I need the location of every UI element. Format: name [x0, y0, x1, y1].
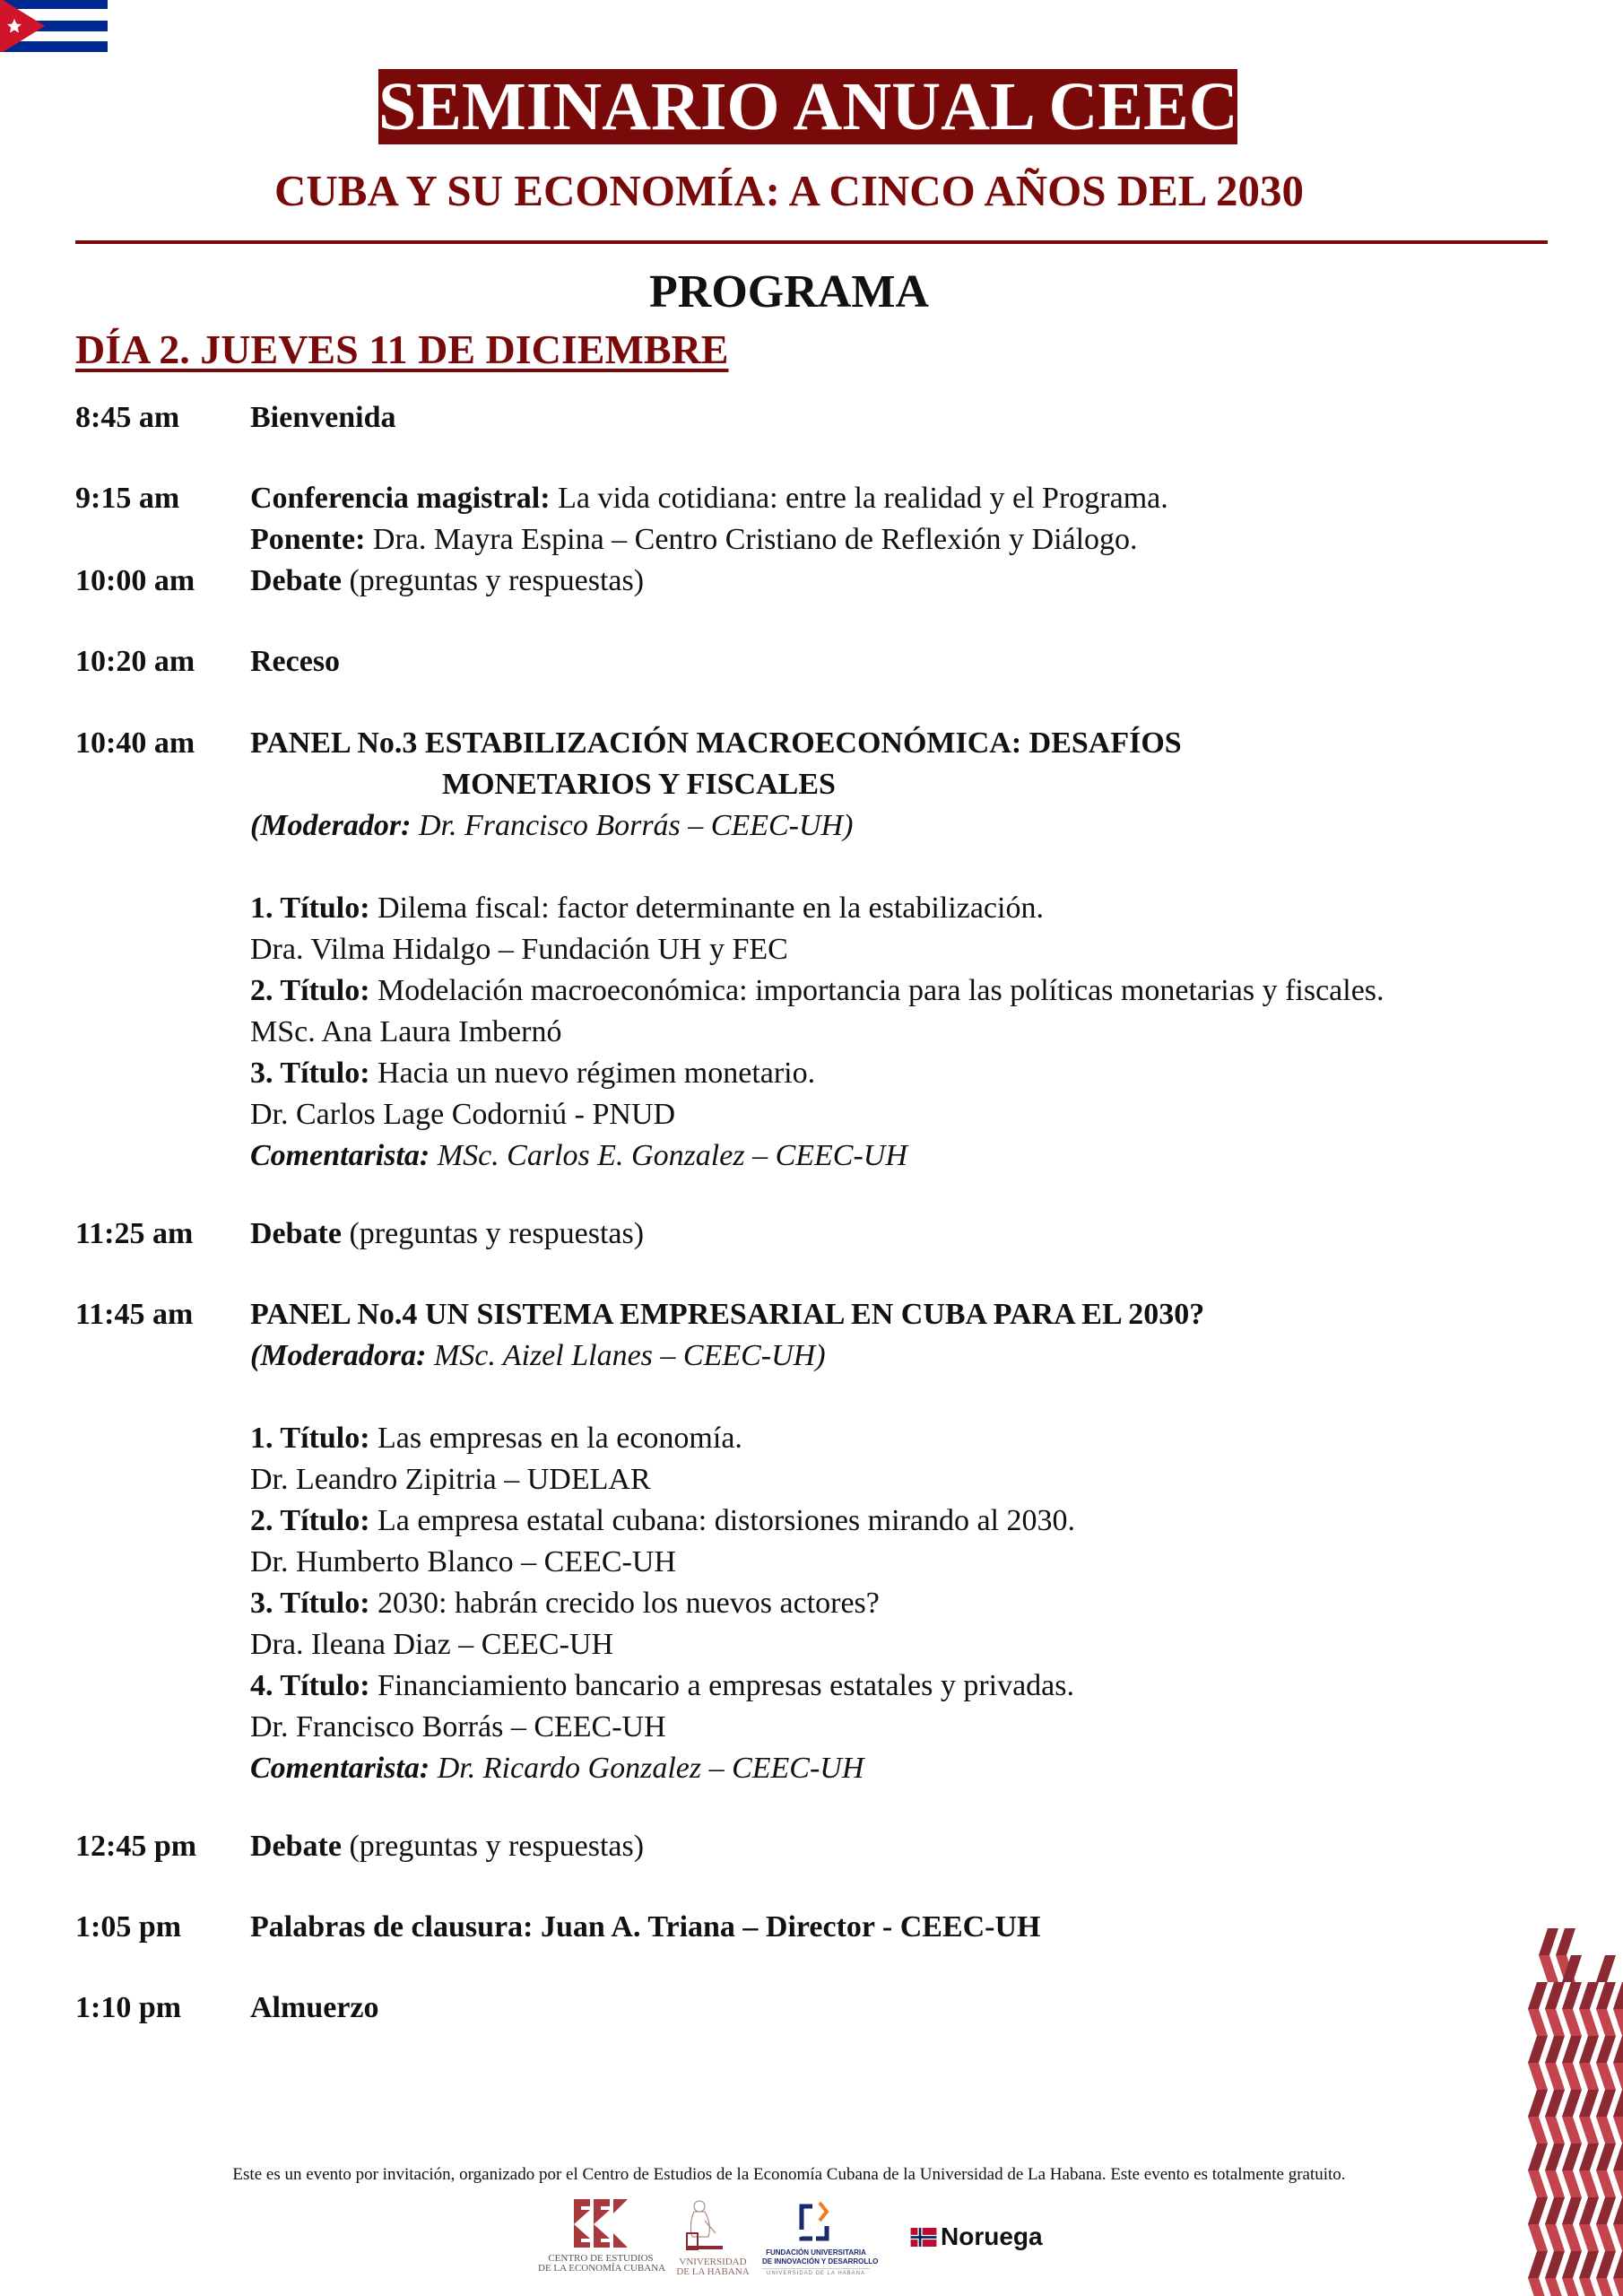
zigzag-segment	[1596, 2170, 1616, 2197]
zigzag-segment	[1562, 2117, 1582, 2144]
zigzag-segment	[1596, 2036, 1616, 2063]
fundacion-logo-line2: DE INNOVACIÓN Y DESARROLLO	[762, 2257, 879, 2266]
zigzag-segment	[1528, 2009, 1548, 2036]
zigzag-segment	[1562, 2009, 1582, 2036]
zigzag-segment	[1613, 2036, 1623, 2063]
zigzag-segment	[1596, 2144, 1616, 2170]
zigzag-segment	[1613, 2063, 1623, 2090]
ceec-logo-line1: CENTRO DE ESTUDIOS	[548, 2253, 654, 2264]
zigzag-segment	[1528, 1982, 1548, 2009]
moderator-name: MSc. Aizel Llanes – CEEC-UH)	[426, 1339, 826, 1372]
zigzag-segment	[1596, 2224, 1616, 2251]
zigzag-segment	[1613, 2224, 1623, 2251]
closing-remarks: Palabras de clausura: Juan A. Triana – Director - CEEC-UH	[250, 1910, 1041, 1944]
talk-label: 3. Título:	[250, 1057, 370, 1090]
zigzag-segment	[1539, 1955, 1558, 1982]
zigzag-segment	[1562, 2197, 1582, 2224]
talk-speaker: Dr. Francisco Borrás – CEEC-UH	[250, 1710, 666, 1744]
zigzag-segment	[1579, 2117, 1599, 2144]
schedule-activity: Receso	[250, 645, 341, 678]
schedule-time: 11:45 am	[75, 1298, 194, 1331]
talk-label: 2. Título:	[250, 974, 370, 1007]
talk-label: 1. Título:	[250, 891, 370, 925]
zigzag-segment	[1528, 2063, 1548, 2090]
zigzag-segment	[1562, 2090, 1582, 2117]
section-heading: PROGRAMA	[649, 266, 929, 317]
zigzag-segment	[1528, 2197, 1548, 2224]
zigzag-segment	[1528, 2251, 1548, 2278]
zigzag-segment	[1545, 2278, 1565, 2296]
activity-label: Conferencia magistral:	[250, 482, 551, 515]
zigzag-segment	[1528, 2170, 1548, 2197]
schedule-activity: Almuerzo	[250, 1991, 379, 2024]
noruega-label: Noruega	[941, 2222, 1043, 2250]
zigzag-segment	[1613, 2251, 1623, 2278]
talk-title: Hacia un nuevo régimen monetario.	[369, 1057, 816, 1090]
zigzag-segment	[1579, 2170, 1599, 2197]
zigzag-segment	[1545, 2224, 1565, 2251]
zigzag-segment	[1579, 2197, 1599, 2224]
zigzag-segment	[1562, 2251, 1582, 2278]
talk-title: Modelación macroeconómica: importancia para las políticas monetarias y fiscales.	[369, 974, 1384, 1007]
schedule-time: 10:20 am	[75, 645, 195, 678]
header-divider	[75, 240, 1548, 244]
schedule-time: 1:10 pm	[75, 1991, 182, 2024]
zigzag-segment	[1545, 2117, 1565, 2144]
zigzag-segment	[1545, 2063, 1565, 2090]
schedule-time: 1:05 pm	[75, 1910, 182, 1944]
fundacion-logo-line3: UNIVERSIDAD DE LA HABANA	[762, 2268, 870, 2276]
moderator-name: Dr. Francisco Borrás – CEEC-UH)	[411, 809, 854, 842]
ceec-emblem-icon	[538, 2197, 664, 2249]
panel-title-continued: MONETARIOS Y FISCALES	[442, 768, 836, 801]
fundacion-logo-line1: FUNDACIÓN UNIVERSITARIA	[766, 2248, 866, 2257]
uh-logo-line2: DE LA HABANA	[676, 2266, 750, 2277]
schedule-time: 12:45 pm	[75, 1830, 197, 1863]
activity-label: Debate	[250, 1217, 342, 1250]
schedule-time: 9:15 am	[75, 482, 180, 515]
zigzag-segment	[1545, 2090, 1565, 2117]
event-subtitle: CUBA Y SU ECONOMÍA: A CINCO AÑOS DEL 2030	[273, 166, 1305, 215]
norway-flag-icon	[910, 2228, 937, 2247]
zigzag-segment	[1528, 2090, 1548, 2117]
talk-speaker: Dra. Ileana Diaz – CEEC-UH	[250, 1628, 614, 1661]
zigzag-segment	[1528, 2278, 1548, 2296]
ceec-logo-line2: DE LA ECONOMÍA CUBANA	[538, 2263, 666, 2274]
commentator-name: Dr. Ricardo Gonzalez – CEEC-UH	[430, 1752, 864, 1785]
zigzag-segment	[1556, 1928, 1575, 1955]
zigzag-segment	[1596, 2009, 1616, 2036]
talk-speaker: Dr. Carlos Lage Codorniú - PNUD	[250, 1098, 676, 1131]
zigzag-segment	[1545, 2251, 1565, 2278]
noruega-logo	[910, 2222, 1043, 2251]
talk-speaker: Dr. Humberto Blanco – CEEC-UH	[250, 1545, 676, 1578]
talk-label: 4. Título:	[250, 1669, 370, 1702]
talk-title: Las empresas en la economía.	[369, 1422, 742, 1455]
zigzag-segment	[1562, 2170, 1582, 2197]
activity-text: (preguntas y respuestas)	[341, 1217, 645, 1250]
zigzag-segment	[1528, 2224, 1548, 2251]
schedule-time: 10:00 am	[75, 564, 195, 597]
zigzag-segment	[1528, 2117, 1548, 2144]
zigzag-segment	[1579, 2009, 1599, 2036]
zigzag-segment	[1579, 2278, 1599, 2296]
zigzag-segment	[1562, 2063, 1582, 2090]
zigzag-segment	[1562, 2278, 1582, 2296]
talk-title: Financiamiento bancario a empresas estatales y privadas.	[369, 1669, 1075, 1702]
talk-title: 2030: habrán crecido los nuevos actores?	[369, 1587, 880, 1620]
panel-title: PANEL No.3 ESTABILIZACIÓN MACROECONÓMICA: DESAFÍOS	[250, 726, 1182, 760]
activity-text: (preguntas y respuestas)	[341, 1830, 645, 1863]
moderator-label: (Moderadora:	[250, 1339, 427, 1372]
zigzag-segment	[1613, 2117, 1623, 2144]
alma-mater-icon	[673, 2197, 753, 2253]
zigzag-segment	[1545, 2036, 1565, 2063]
zigzag-segment	[1613, 1982, 1623, 2009]
cuba-flag-icon	[0, 0, 108, 52]
zigzag-segment	[1596, 2063, 1616, 2090]
zigzag-segment	[1613, 2197, 1623, 2224]
zigzag-segment	[1579, 2251, 1599, 2278]
zigzag-segment	[1545, 2170, 1565, 2197]
zigzag-segment	[1596, 1982, 1616, 2009]
zigzag-pattern	[1524, 1919, 1623, 2296]
talk-title: Dilema fiscal: factor determinante en la estabilización.	[369, 891, 1044, 925]
zigzag-segment	[1596, 1955, 1616, 1982]
zigzag-segment	[1545, 1982, 1565, 2009]
zigzag-segment	[1579, 2224, 1599, 2251]
zigzag-segment	[1596, 2117, 1616, 2144]
schedule-activity: Bienvenida	[250, 401, 396, 434]
zigzag-segment	[1579, 2063, 1599, 2090]
zigzag-segment	[1613, 2170, 1623, 2197]
footer-note: Este es un evento por invitación, organizado por el Centro de Estudios de la Economía Cubana de la Universidad de La Habana. Este evento es totalmente gratuito.	[232, 2165, 1346, 2184]
commentator-label: Comentarista:	[250, 1139, 430, 1172]
activity-label: Debate	[250, 564, 342, 597]
uh-logo	[673, 2197, 753, 2277]
zigzag-segment	[1579, 2036, 1599, 2063]
schedule-time: 11:25 am	[75, 1217, 194, 1250]
zigzag-segment	[1579, 2144, 1599, 2170]
schedule-time: 8:45 am	[75, 401, 180, 434]
zigzag-segment	[1528, 2144, 1548, 2170]
activity-text: (preguntas y respuestas)	[341, 564, 645, 597]
talk-speaker: MSc. Ana Laura Imbernó	[250, 1015, 562, 1048]
speaker-label: Ponente:	[250, 523, 366, 556]
activity-text: La vida cotidiana: entre la realidad y el Programa.	[550, 482, 1168, 515]
zigzag-segment	[1562, 2224, 1582, 2251]
zigzag-segment	[1562, 1982, 1582, 2009]
talk-label: 2. Título:	[250, 1504, 370, 1537]
zigzag-segment	[1613, 2009, 1623, 2036]
activity-label: Debate	[250, 1830, 342, 1863]
talk-label: 3. Título:	[250, 1587, 370, 1620]
talk-speaker: Dr. Leandro Zipitria – UDELAR	[250, 1463, 651, 1496]
zigzag-segment	[1528, 2036, 1548, 2063]
day-heading: DÍA 2. JUEVES 11 DE DICIEMBRE	[75, 326, 729, 372]
schedule-time: 10:40 am	[75, 726, 195, 760]
zigzag-segment	[1596, 2251, 1616, 2278]
zigzag-segment	[1613, 2144, 1623, 2170]
zigzag-segment	[1596, 2278, 1616, 2296]
commentator-label: Comentarista:	[250, 1752, 430, 1785]
zigzag-segment	[1562, 2036, 1582, 2063]
commentator-name: MSc. Carlos E. Gonzalez – CEEC-UH	[430, 1139, 907, 1172]
fundacion-logo	[762, 2197, 879, 2276]
uh-logo-line1: VNIVERSIDAD	[679, 2257, 747, 2267]
zigzag-segment	[1596, 2090, 1616, 2117]
sponsor-logos	[538, 2197, 1076, 2287]
speaker-text: Dra. Mayra Espina – Centro Cristiano de Reflexión y Diálogo.	[365, 523, 1138, 556]
zigzag-segment	[1579, 2090, 1599, 2117]
zigzag-segment	[1545, 2144, 1565, 2170]
moderator-label: (Moderador:	[250, 809, 412, 842]
zigzag-segment	[1545, 2009, 1565, 2036]
ceec-logo	[538, 2197, 664, 2274]
zigzag-segment	[1539, 1928, 1558, 1955]
talk-label: 1. Título:	[250, 1422, 370, 1455]
zigzag-segment	[1613, 2090, 1623, 2117]
zigzag-segment	[1562, 2144, 1582, 2170]
talk-speaker: Dra. Vilma Hidalgo – Fundación UH y FEC	[250, 933, 788, 966]
zigzag-segment	[1613, 2278, 1623, 2296]
zigzag-segment	[1545, 2197, 1565, 2224]
panel-title: PANEL No.4 UN SISTEMA EMPRESARIAL EN CUBA PARA EL 2030?	[250, 1298, 1205, 1331]
event-title: SEMINARIO ANUAL CEEC	[378, 69, 1238, 144]
fundacion-emblem-icon	[762, 2197, 870, 2244]
talk-title: La empresa estatal cubana: distorsiones mirando al 2030.	[369, 1504, 1075, 1537]
zigzag-segment	[1596, 2197, 1616, 2224]
zigzag-segment	[1579, 1982, 1599, 2009]
